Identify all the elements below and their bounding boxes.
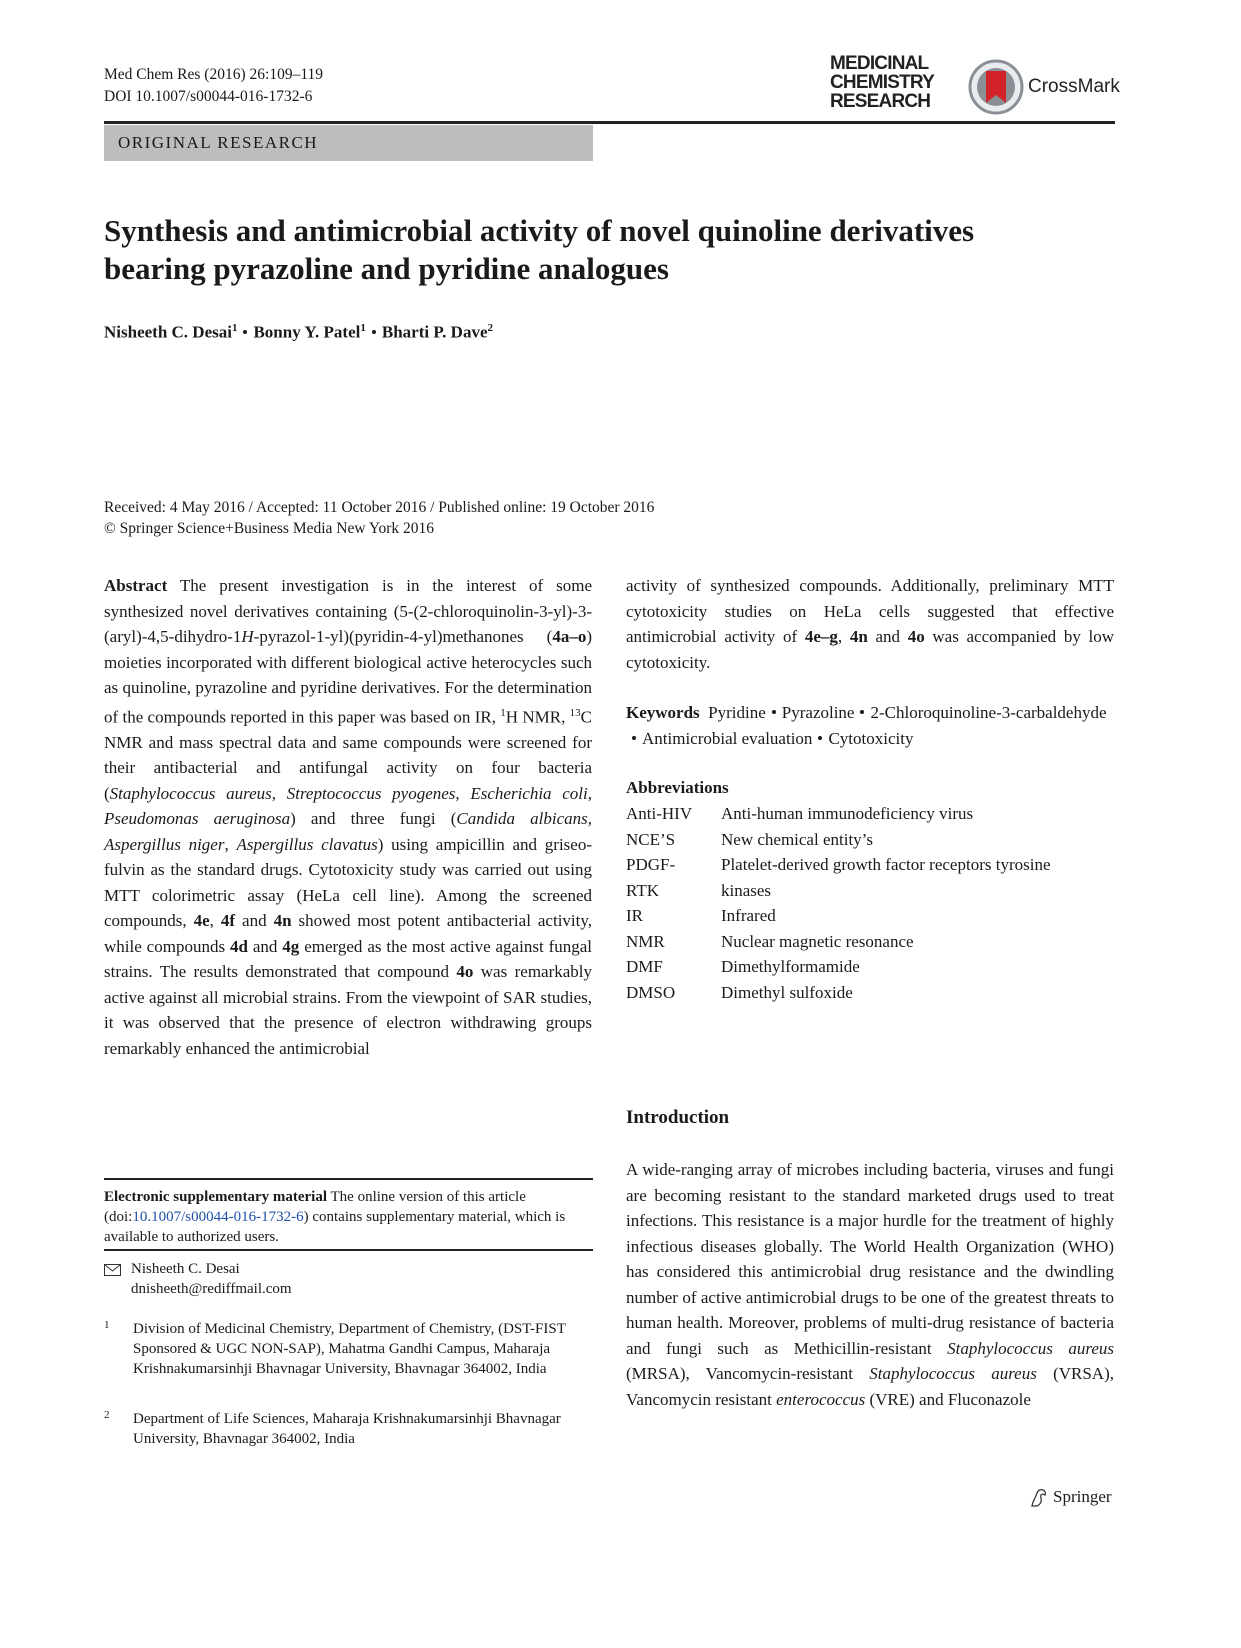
abbreviations-heading: Abbreviations [626,778,729,797]
title-line: Synthesis and antimicrobial activity of novel quinoline derivatives [104,213,975,248]
springer-horse-icon [1028,1487,1050,1509]
abbr-definition: Nuclear magnetic resonance [721,931,914,951]
contact-name: Nisheeth C. Desai [131,1261,240,1277]
keyword[interactable]: 2-Chloroquinoline-3-carbaldehyde [870,703,1107,722]
esm-label: Electronic supplementary material [104,1189,328,1205]
header-rule [104,121,1115,124]
abbr-definition: kinases [721,880,772,900]
footnote-rule [104,1249,593,1251]
logo-line: RESEARCH [830,91,931,112]
abstract-label: Abstract [104,576,168,595]
abbr-definition: Dimethyl sulfoxide [721,982,853,1002]
author-list [104,322,493,343]
article-title [104,212,1114,288]
separator-dot [243,330,247,334]
esm-doi-link[interactable]: 10.1007/s00044-016-1732-6 [132,1209,304,1225]
keyword[interactable]: Antimicrobial evaluation [642,728,813,748]
contact-email[interactable]: dnisheeth@rediffmail.com [131,1281,292,1297]
abbr-term: PDGF- [626,855,676,874]
abbr-term: Anti-HIV [626,804,693,823]
abbr-term: IR [626,906,643,925]
copyright-line: © Springer Science+Business Media New York 2016 [104,520,435,537]
citation-line: Med Chem Res (2016) 26:109–119 [104,66,323,83]
publication-dates [104,497,654,539]
supplementary-material-note [104,1187,593,1247]
keywords-label: Keywords [626,703,700,722]
abbr-term: RTK [626,880,659,900]
affiliation-number: 2 [104,1409,110,1421]
author-name[interactable]: Nisheeth C. Desai [104,322,232,342]
table-row [626,903,1050,929]
author-name[interactable]: Bharti P. Dave [381,322,488,342]
article-type-banner: ORIGINAL RESEARCH [104,125,593,161]
keyword[interactable]: Pyridine [708,703,766,722]
logo-line: CHEMISTRY [830,72,934,93]
keyword[interactable]: Pyrazoline [781,703,855,722]
keywords-section [626,700,1114,751]
logo-line: MEDICINAL [830,53,929,74]
table-row [626,929,1050,955]
dates-line: Received: 4 May 2016 / Accepted: 11 October 2016 / Published online: 19 October 2016 [104,499,655,516]
abbr-definition: Anti-human immunodeficiency virus [721,804,974,823]
table-row [626,852,1050,878]
affiliation-number: 1 [104,1319,110,1331]
publisher-name: Springer [1053,1487,1112,1506]
esm-text: ) contains supplementary material, which is available to authorized users. [104,1209,566,1245]
abbr-term: DMSO [626,982,676,1002]
journal-citation [104,64,323,108]
crossmark-label[interactable]: CrossMark [1028,76,1120,97]
abbr-definition: New chemical entity’s [721,829,874,849]
crossmark-icon[interactable] [968,59,1024,115]
author-affiliation-mark: 1 [360,322,366,334]
table-row [626,827,1050,853]
doi-line: DOI 10.1007/s00044-016-1732-6 [104,88,313,105]
table-row [626,878,1050,904]
abbr-term: NCE’S [626,829,676,849]
abstract-section: Abstract The present investigation is in the interest of some synthesized novel derivatives containing (5-(2-chloroquinolin-3-yl)-3-(aryl)-4,5-dihydro-1H-pyrazol-1-yl)(pyridin-4-yl)methanones (4a–o) moieties incorporated with different biological active heterocycles such as quinoline, pyrazoline and pyridine derivatives. For the determination of the compounds reported in this paper was based on IR, $^1$H NMR, $^{13}$C NMR and mass spectral data and same compounds were screened for their antibacterial and antifungal activity on four bacteria (Staphylococcus aureus, Streptococcus pyogenes, Escherichia coli, Pseudomonas aeruginosa) and three fungi (Candida albicans, Aspergillus niger, Aspergillus clavatus) using ampicillin and griseofulvin as the standard drugs. Cytotoxicity study was carried out using MTT colorimetric assay (HeLa cell line). Among the screened compounds, 4e, 4f and 4n showed most potent antibacterial activity, while compounds 4d and 4g emerged as the most active against fungal strains. The results demonstrated that compound 4o was remarkably active against all microbial strains. From the viewpoint of SAR studies, it was observed that the presence of electron withdrawing groups remarkably enhanced the antimicrobial [104,576,593,1058]
separator-dot [632,736,636,740]
abbreviations-table [626,801,1050,1005]
abbr-definition: Infrared [721,906,776,925]
introduction-heading: Introduction [626,1107,730,1128]
author-affiliation-mark: 1 [231,322,238,334]
corresponding-author [104,1259,292,1299]
envelope-icon [104,1264,121,1276]
affiliation [104,1409,593,1449]
table-row [626,801,1050,827]
introduction-text: A wide-ranging array of microbes including bacteria, viruses and fungi are becoming resistant to the standard marketed drugs used to treat infections. This resistance is a major hurdle for the treatment of highly infectious diseases globally. The World Health Organization (WHO) has considered this antimicrobial drug resistance and the dwindling number of active antimicrobial drugs to be one of the greatest threats to human health. Moreover, problems of multi-drug resistance of bacteria and fungi such as Methicillin-resistant Staphylococcus aureus (MRSA), Vancomycin-resistant Staphylococcus aureus (VRSA), Vancomycin resistant enterococcus (VRE) and Fluconazole [626,1160,1114,1409]
separator-dot [372,330,376,334]
separator-dot [860,710,864,714]
separator-dot [772,710,776,714]
abbr-term: DMF [626,957,663,976]
abbr-definition: Platelet-derived growth factor receptors tyrosine [721,855,1051,874]
author-affiliation-mark: 2 [487,322,493,334]
table-row [626,980,1050,1006]
journal-logo [830,54,934,111]
affiliation [104,1319,593,1379]
esm-text: The online version of this article (doi: [104,1189,526,1225]
footnote-rule [104,1178,593,1180]
affiliation-text: Division of Medicinal Chemistry, Department of Chemistry, (DST-FIST Sponsored & UGC NON-SAP), Mahatma Gandhi Campus, Maharaja Krishnakumarsinhji Bhavnagar University, Bhavnagar 364002, India [133,1321,566,1377]
abbr-term: NMR [626,931,665,951]
author-name[interactable]: Bonny Y. Patel [253,322,361,342]
affiliation-text: Department of Life Sciences, Maharaja Krishnakumarsinhji Bhavnagar University, Bhavnagar 364002, India [133,1411,561,1447]
abstract-continuation: activity of synthesized compounds. Additionally, preliminary MTT cytotoxicity studies on HeLa cells suggested that effective antimicrobial activity of 4e–g, 4n and 4o was accompanied by low cytotoxicity. [626,576,1115,672]
table-row [626,954,1050,980]
keyword[interactable]: Cytotoxicity [828,728,914,748]
abbr-definition: Dimethylformamide [721,957,860,976]
title-line: bearing pyrazoline and pyridine analogues [104,251,669,286]
separator-dot [818,736,822,740]
